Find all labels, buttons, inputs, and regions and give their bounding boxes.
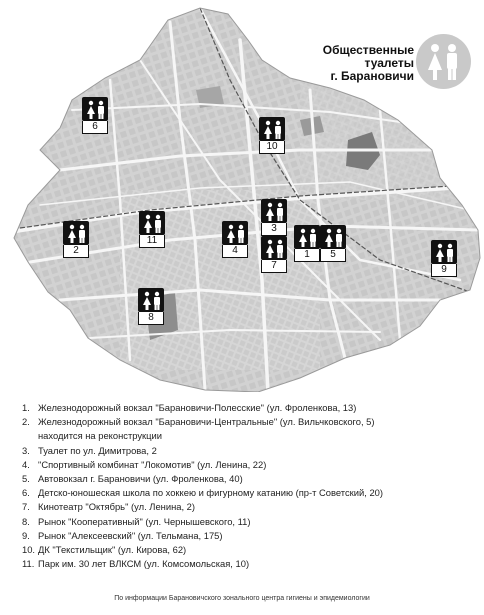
marker-number: 4 xyxy=(222,245,248,258)
map-marker-1[interactable] xyxy=(294,225,320,262)
marker-number: 8 xyxy=(138,312,164,325)
source-note: По информации Барановичского зонального центра гигиены и эпидемиологии xyxy=(114,595,370,602)
legend-item xyxy=(22,529,467,543)
restroom-logo-icon xyxy=(416,34,471,89)
legend-text-note: находится на реконструкции xyxy=(38,430,162,442)
restroom-icon xyxy=(261,199,287,223)
legend-text: Парк им. 30 лет ВЛКСМ (ул. Комсомольская, 10) xyxy=(38,558,250,570)
legend-number: 11. xyxy=(22,558,35,570)
restroom-icon xyxy=(222,221,248,245)
legend-number: 1. xyxy=(22,402,30,413)
legend-item xyxy=(22,543,467,557)
marker-number: 1 xyxy=(294,249,320,262)
legend-item xyxy=(22,458,467,472)
legend-number: 2. xyxy=(22,416,30,428)
legend-list xyxy=(22,401,467,571)
legend-text: Детско-юношеская школа по хоккею и фигурному катанию (пр-т Советский, 20) xyxy=(38,487,384,499)
marker-number: 5 xyxy=(320,249,346,262)
legend-text: Туалет по ул. Димитрова, 2 xyxy=(38,444,157,456)
legend-text: Железнодорожный вокзал "Барановичи-Полесские" (ул. Фроленкова, 13) xyxy=(38,402,357,413)
marker-number: 6 xyxy=(82,121,108,134)
map-marker-8[interactable] xyxy=(138,288,164,325)
title-line-2: туалеты xyxy=(364,56,414,70)
legend-text: Кинотеатр "Октябрь" (ул. Ленина, 2) xyxy=(38,501,196,513)
legend-number: 10. xyxy=(22,544,36,556)
legend-number: 5. xyxy=(22,473,30,485)
legend-item xyxy=(22,515,467,529)
legend-item xyxy=(22,557,467,571)
restroom-icon xyxy=(139,211,165,235)
restroom-icon xyxy=(431,240,457,264)
title-line-1: Общественные xyxy=(322,43,414,57)
restroom-icon xyxy=(294,225,320,249)
legend-text: "Спортивный комбинат "Локомотив" (ул. Ленина, 22) xyxy=(38,458,267,470)
legend-item xyxy=(22,500,467,514)
marker-number: 9 xyxy=(431,264,457,277)
legend-number: 7. xyxy=(22,501,30,513)
legend-item xyxy=(22,401,467,415)
legend-text: Рынок "Кооперативный" (ул. Чернышевского, 11) xyxy=(38,515,251,527)
restroom-icon xyxy=(138,288,164,312)
legend-number: 4. xyxy=(22,458,30,470)
map-marker-5[interactable] xyxy=(320,225,346,262)
map-marker-9[interactable] xyxy=(431,240,457,277)
legend-item xyxy=(22,486,467,500)
marker-number: 10 xyxy=(259,141,285,154)
legend-number: 6. xyxy=(22,487,30,499)
legend-item xyxy=(22,472,467,486)
restroom-icon xyxy=(259,117,285,141)
legend-item xyxy=(22,444,467,458)
marker-number: 7 xyxy=(261,260,287,273)
marker-number: 2 xyxy=(63,245,89,258)
map-marker-2[interactable] xyxy=(63,221,89,258)
legend-text: ДК "Текстильщик" (ул. Кирова, 62) xyxy=(38,544,187,556)
legend-number: 3. xyxy=(22,444,30,456)
map-marker-6[interactable] xyxy=(82,97,108,134)
legend-item xyxy=(22,415,467,443)
marker-number: 11 xyxy=(139,235,165,248)
restroom-icon xyxy=(320,225,346,249)
legend-number: 8. xyxy=(22,515,30,527)
map-marker-3[interactable] xyxy=(261,199,287,236)
legend-text: Рынок "Алексеевский" (ул. Тельмана, 175) xyxy=(38,529,223,541)
title-line-3: г. Барановичи xyxy=(330,69,414,83)
map-marker-10[interactable] xyxy=(259,117,285,154)
restroom-icon xyxy=(63,221,89,245)
marker-number: 3 xyxy=(261,223,287,236)
legend-number: 9. xyxy=(22,529,30,541)
map-title xyxy=(323,44,414,83)
legend-text: Железнодорожный вокзал "Барановичи-Центральные" (ул. Вильчковского, 5) xyxy=(38,416,375,428)
legend-text: Автовокзал г. Барановичи (ул. Фроленкова, 40) xyxy=(38,473,243,485)
map-marker-11[interactable] xyxy=(139,211,165,248)
map-marker-4[interactable] xyxy=(222,221,248,258)
map-marker-7[interactable] xyxy=(261,236,287,273)
restroom-icon xyxy=(82,97,108,121)
restroom-icon xyxy=(261,236,287,260)
